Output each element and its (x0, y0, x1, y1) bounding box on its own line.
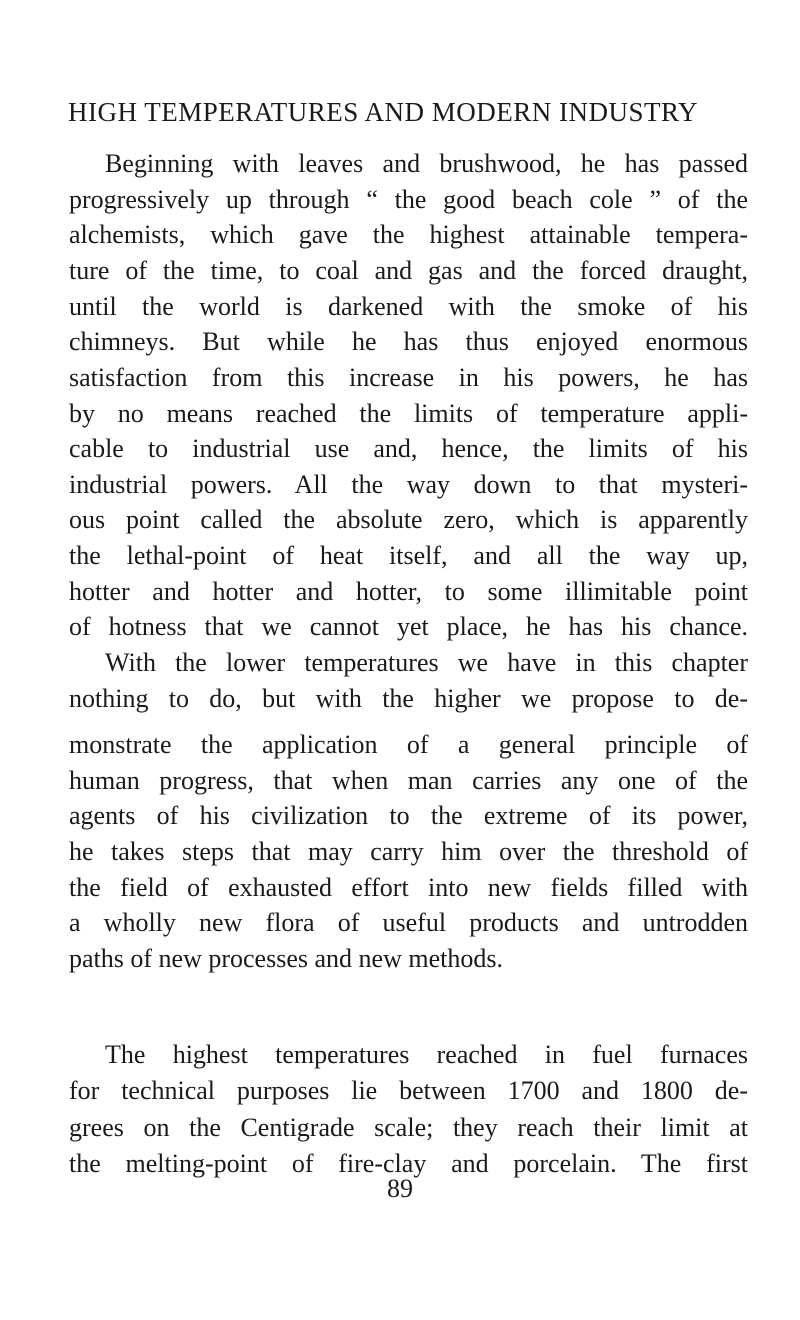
text-line: grees on the Centigrade scale; they reach their limit at (69, 1112, 748, 1142)
text-line: human progress, that when man carries any one of the (69, 765, 748, 795)
running-head: HIGH TEMPERATURES AND MODERN INDUSTRY (68, 97, 699, 127)
text-line: the field of exhausted effort into new fields filled with (69, 872, 748, 902)
text-line: progressively up through “ the good beach cole ” of the (69, 184, 748, 214)
text-line: industrial powers. All the way down to that mysteri- (69, 469, 748, 499)
text-line: the melting-point of fire-clay and porcelain. The first (69, 1148, 748, 1178)
paragraph-3 (69, 1037, 748, 1182)
page-number: 89 (387, 1174, 413, 1203)
text-line: nothing to do, but with the higher we propose to de- (69, 683, 748, 713)
text-line: by no means reached the limits of temperature appli- (69, 398, 748, 428)
text-line: The highest temperatures reached in fuel furnaces (105, 1040, 748, 1069)
text-line: he takes steps that may carry him over the threshold of (69, 837, 748, 867)
text-line: of hotness that we cannot yet place, he has his chance. (69, 612, 748, 642)
text-line: a wholly new flora of useful products and untrodden (69, 908, 748, 938)
text-line: satisfaction from this increase in his powers, he has (69, 363, 748, 393)
text-line: paths of new processes and new methods. (69, 944, 503, 974)
text-line: alchemists, which gave the highest attainable tempera- (69, 220, 748, 250)
text-line: chimneys. But while he has thus enjoyed enormous (69, 327, 748, 357)
text-line: With the lower temperatures we have in this chapter (105, 648, 748, 678)
paragraph-2 (69, 727, 748, 977)
paragraph-1 (69, 146, 748, 432)
text-line: agents of his civilization to the extreme of its power, (69, 801, 748, 831)
text-line: monstrate the application of a general principle of (69, 730, 748, 759)
text-line: for technical purposes lie between 1700 and 1800 de- (69, 1076, 748, 1106)
paragraph-1-continued (69, 431, 748, 717)
text-line: ture of the time, to coal and gas and the forced draught, (69, 256, 748, 286)
text-line: the lethal-point of heat itself, and all the way up, (69, 541, 748, 571)
text-line: hotter and hotter and hotter, to some illimitable point (69, 576, 748, 606)
text-line: ous point called the absolute zero, which is apparently (69, 505, 748, 535)
text-line: until the world is darkened with the smoke of his (69, 291, 748, 321)
text-line: Beginning with leaves and brushwood, he has passed (105, 149, 748, 178)
text-line: cable to industrial use and, hence, the limits of his (69, 434, 748, 463)
